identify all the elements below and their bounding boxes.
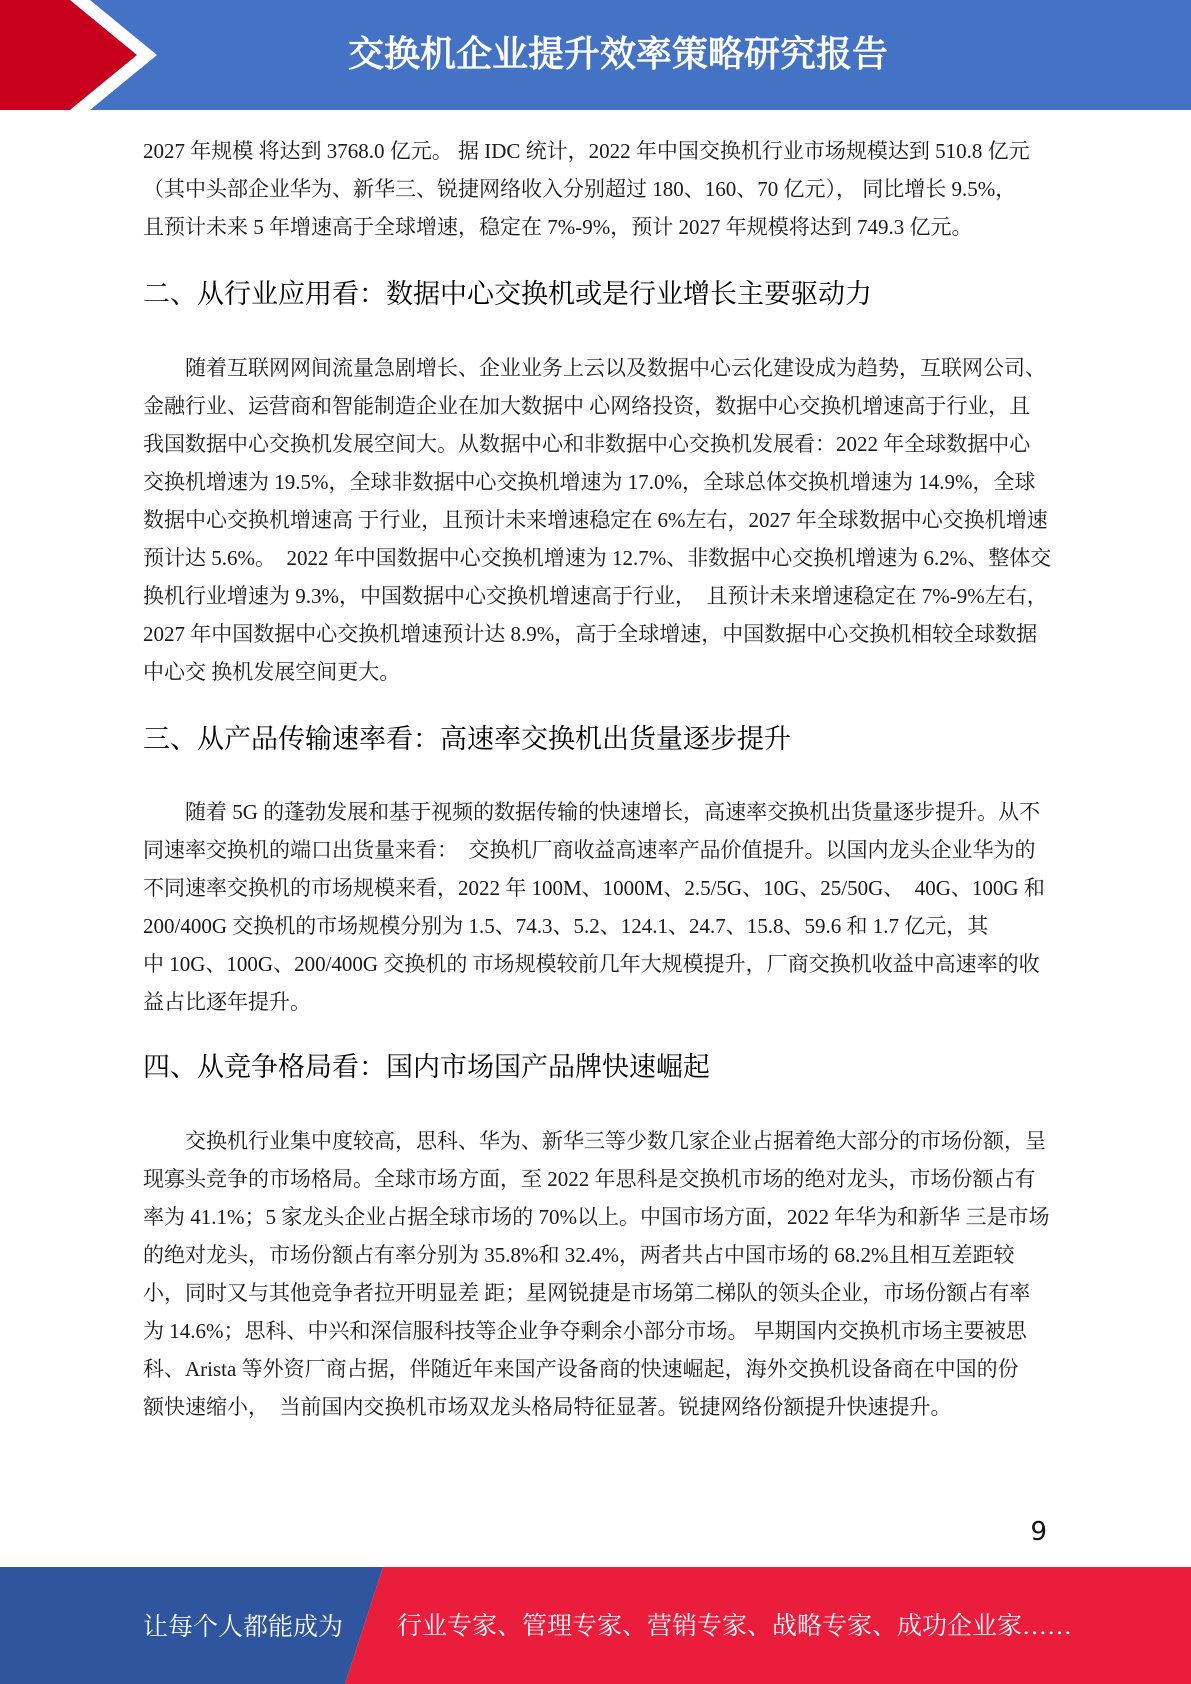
paragraph-line: 为 14.6%；思科、中兴和深信服科技等企业争夺剩余小部分市场。 早期国内交换机市场主要被思	[143, 1319, 1027, 1343]
paragraph	[143, 1122, 1063, 1426]
section-heading: 三、从产品传输速率看：高速率交换机出货量逐步提升	[143, 724, 791, 755]
paragraph-line: 随着互联网网间流量急剧增长、企业业务上云以及数据中心云化建设成为趋势，互联网公司、	[185, 356, 1046, 380]
paragraph-line: 金融行业、运营商和智能制造企业在加大数据中 心网络投资，数据中心交换机增速高于行业，且	[143, 394, 1031, 418]
section-heading: 四、从竞争格局看：国内市场国产品牌快速崛起	[143, 1052, 710, 1083]
paragraph-continued	[143, 132, 1063, 246]
paragraph-line: 随着 5G 的蓬勃发展和基于视频的数据传输的快速增长，高速率交换机出货量逐步提升。从不	[185, 800, 1041, 824]
paragraph-line: 交换机增速为 19.5%，全球非数据中心交换机增速为 17.0%，全球总体交换机增速为 14.9%，全球	[143, 470, 1036, 494]
section-heading: 二、从行业应用看：数据中心交换机或是行业增长主要驱动力	[143, 279, 872, 310]
paragraph-line: 率为 41.1%；5 家龙头企业占据全球市场的 70%以上。中国市场方面，2022 年华为和新华 三是市场	[143, 1205, 1050, 1229]
paragraph-line: 的绝对龙头，市场份额占有率分别为 35.8%和 32.4%，两者共占中国市场的 68.2%且相互差距较	[143, 1243, 1015, 1267]
footer-slogan-left: 让每个人都能成为	[143, 1612, 344, 1641]
paragraph-line: 我国数据中心交换机发展空间大。从数据中心和非数据中心交换机发展看：2022 年全球数据中心	[143, 432, 1031, 456]
paragraph-line: 200/400G 交换机的市场规模分别为 1.5、74.3、5.2、124.1、24.7、15.8、59.6 和 1.7 亿元，其	[143, 914, 989, 938]
paragraph-line: （其中头部企业华为、新华三、锐捷网络收入分别超过 180、160、70 亿元）， 同比增长 9.5%，	[143, 177, 1017, 201]
paragraph-line: 小，同时又与其他竞争者拉开明显差 距；星网锐捷是市场第二梯队的领头企业，市场份额占有率	[143, 1281, 1031, 1305]
report-title: 交换机企业提升效率策略研究报告	[347, 34, 888, 75]
footer-slogan-right: 行业专家、管理专家、营销专家、战略专家、成功企业家……	[397, 1613, 1073, 1640]
paragraph-line: 益占比逐年提升。	[143, 990, 311, 1014]
page-footer	[0, 1567, 1191, 1684]
paragraph-line: 额快速缩小， 当前国内交换机市场双龙头格局特征显著。锐捷网络份额提升快速提升。	[143, 1395, 952, 1419]
paragraph-line: 同速率交换机的端口出货量来看： 交换机厂商收益高速率产品价值提升。以国内龙头企业华为的	[143, 838, 1036, 862]
paragraph-line: 预计达 5.6%。 2022 年中国数据中心交换机增速为 12.7%、非数据中心交换机增速为 6.2%、整体交	[143, 546, 1052, 570]
paragraph-line: 2027 年规模 将达到 3768.0 亿元。 据 IDC 统计，2022 年中国交换机行业市场规模达到 510.8 亿元	[143, 139, 1030, 163]
page-number: 9	[1030, 1517, 1047, 1547]
paragraph-line: 2027 年中国数据中心交换机增速预计达 8.9%，高于全球增速，中国数据中心交换机相较全球数据	[143, 622, 1038, 646]
paragraph-line: 换机行业增速为 9.3%，中国数据中心交换机增速高于行业， 且预计未来增速稳定在 7%-9%左右，	[143, 584, 1048, 608]
paragraph-line: 现寡头竞争的市场格局。全球市场方面，至 2022 年思科是交换机市场的绝对龙头，市场份额占有	[143, 1167, 1036, 1191]
page-header	[0, 0, 1191, 110]
paragraph-line: 且预计未来 5 年增速高于全球增速，稳定在 7%-9%，预计 2027 年规模将达到 749.3 亿元。	[143, 215, 973, 239]
paragraph	[143, 349, 1063, 691]
paragraph-line: 数据中心交换机增速高 于行业，且预计未来增速稳定在 6%左右，2027 年全球数据中心交换机增速	[143, 508, 1048, 532]
paragraph-line: 中心交 换机发展空间更大。	[143, 660, 401, 684]
paragraph-line: 中 10G、100G、200/400G 交换机的 市场规模较前几年大规模提升，厂商交换机收益中高速率的收	[143, 952, 1040, 976]
paragraph-line: 交换机行业集中度较高，思科、华为、新华三等少数几家企业占据着绝大部分的市场份额，呈	[185, 1129, 1046, 1153]
paragraph	[143, 793, 1063, 1021]
paragraph-line: 不同速率交换机的市场规模来看，2022 年 100M、1000M、2.5/5G、10G、25/50G、 40G、100G 和	[143, 876, 1045, 900]
paragraph-line: 科、Arista 等外资厂商占据，伴随近年来国产设备商的快速崛起，海外交换机设备商在中国的份	[143, 1357, 1019, 1381]
